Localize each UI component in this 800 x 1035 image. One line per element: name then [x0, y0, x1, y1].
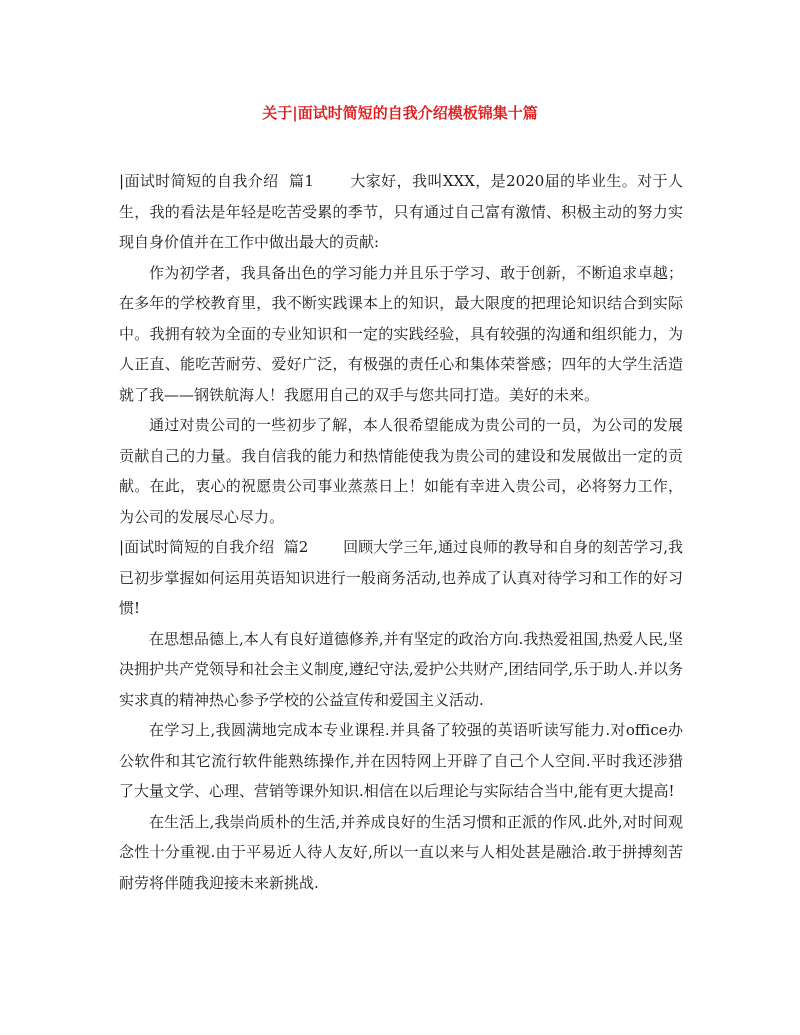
section-2-heading: |面试时简短的自我介绍 篇2	[119, 538, 309, 556]
section-2-paragraph-4: 在生活上,我崇尚质朴的生活,并养成良好的生活习惯和正派的作风.此外,对时间观念性十分重视.由于平易近人待人友好,所以一直以来与人相处甚是融洽.敢于拼搏刻苦耐劳将伴随我迎接未来新挑战.	[119, 812, 683, 892]
section-1-paragraph-3: 通过对贵公司的一些初步了解，本人很希望能成为贵公司的一员，为公司的发展贡献自己的力量。我自信我的能力和热情能使我为贵公司的建设和发展做出一定的贡献。在此，衷心的祝愿贵公司事业蒸蒸日上！如能有幸进入贵公司，必将努力工作，为公司的发展尽心尽力。	[119, 416, 683, 526]
section-2-first-paragraph	[119, 532, 683, 624]
section-1-first-paragraph	[119, 166, 683, 258]
document-body	[119, 166, 683, 898]
section-2-paragraph-1: 回顾大学三年,通过良师的教导和自身的刻苦学习,我已初步掌握如何运用英语知识进行一般商务活动,也养成了认真对待学习和工作的好习惯!	[119, 538, 683, 617]
section-2-paragraph-2: 在思想品德上,本人有良好道德修养,并有坚定的政治方向.我热爱祖国,热爱人民,坚决拥护共产党领导和社会主义制度,遵纪守法,爱护公共财产,团结同学,乐于助人.并以务实求真的精神热心参予学校的公益宣传和爱国主义活动.	[119, 629, 683, 709]
section-1-paragraph-1: 大家好，我叫XXX，是2020届的毕业生。对于人生，我的看法是年轻是吃苦受累的季节，只有通过自己富有激情、积极主动的努力实现自身价值并在工作中做出最大的贡献:	[119, 172, 683, 251]
section-1-paragraph-2: 作为初学者，我具备出色的学习能力并且乐于学习、敢于创新，不断追求卓越；在多年的学校教育里，我不断实践课本上的知识，最大限度的把理论知识结合到实际中。我拥有较为全面的专业知识和一定的实践经验，具有较强的沟通和组织能力，为人正直、能吃苦耐劳、爱好广泛，有极强的责任心和集体荣誉感；四年的大学生活造就了我——钢铁航海人！我愿用自己的双手与您共同打造。美好的未来。	[119, 263, 683, 404]
document-title: 关于|面试时简短的自我介绍模板锦集十篇	[262, 104, 538, 122]
section-1-heading: |面试时简短的自我介绍 篇1	[119, 172, 314, 190]
section-2-paragraph-3: 在学习上,我圆满地完成本专业课程.并具备了较强的英语听读写能力.对office办公软件和其它流行软件能熟练操作,并在因特网上开辟了自己个人空间.平时我还涉猎了大量文学、心理、营销等课外知识.相信在以后理论与实际结合当中,能有更大提高!	[119, 721, 683, 800]
